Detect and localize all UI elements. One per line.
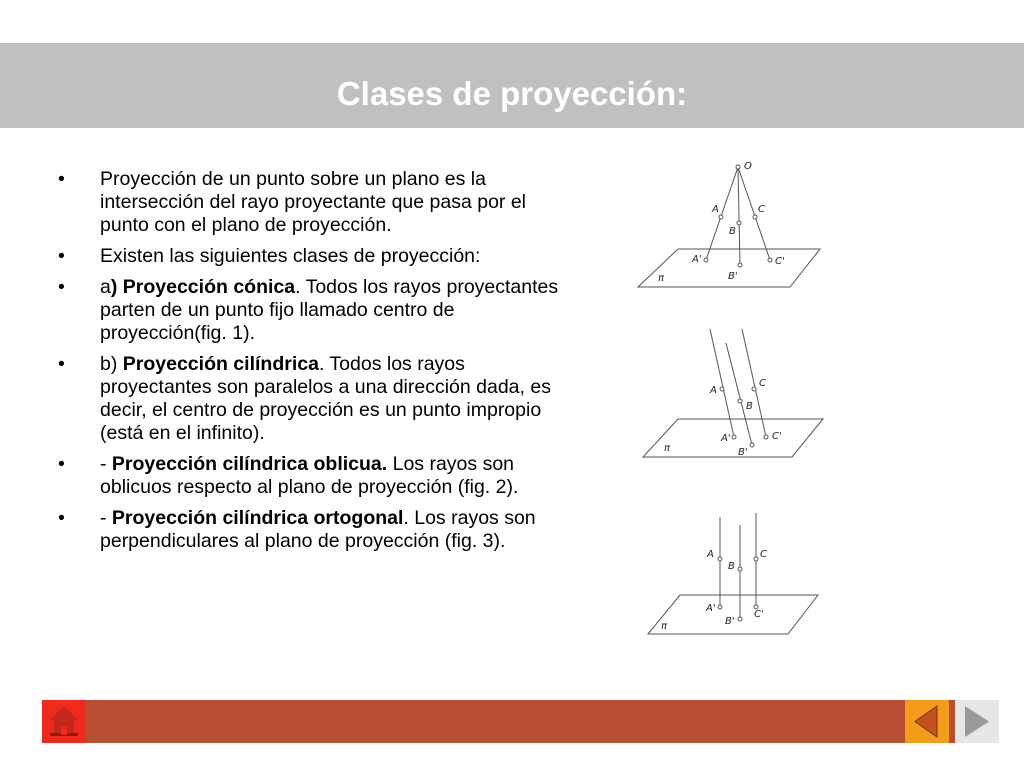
fig1-point-o — [736, 165, 740, 169]
fig2-label-plane: π — [664, 443, 671, 454]
fig3-label-b: B — [728, 561, 735, 572]
bullet-marker: • — [58, 453, 65, 475]
previous-slide-button[interactable] — [905, 700, 949, 743]
projection-figures — [630, 145, 840, 645]
fig1-conic-projection — [638, 161, 820, 287]
fig3-point-a — [718, 557, 722, 561]
bullet-text — [100, 353, 578, 445]
footer-bar — [42, 700, 999, 743]
fig3-label-c: C — [760, 549, 767, 560]
bullet-item — [58, 245, 578, 268]
fig3-label-a: A — [707, 549, 714, 560]
fig2-ray-a — [710, 329, 734, 437]
fig1-ray-b — [738, 167, 740, 265]
fig2-point-c — [752, 387, 756, 391]
bullet-item — [58, 276, 578, 345]
fig1-label-o: O — [744, 161, 752, 172]
fig2-label-c: C — [759, 378, 766, 389]
bullet-text-run: b) — [100, 353, 123, 375]
fig3-label-b2: B' — [725, 616, 735, 627]
fig2-point-c2 — [764, 435, 768, 439]
figures-svg — [630, 145, 840, 645]
fig3-label-c2: C' — [754, 609, 764, 620]
bullet-marker: • — [58, 245, 65, 267]
bullet-text-run: Los rayos son oblicuos respecto al plano de proyección (fig. 2). — [100, 453, 519, 498]
fig2-oblique-projection — [643, 329, 823, 458]
bullet-item — [58, 453, 578, 499]
fig1-label-a2: A' — [692, 254, 702, 265]
bullet-text-run: - — [100, 507, 112, 529]
fig3-point-a2 — [718, 605, 722, 609]
bullet-item — [58, 507, 578, 553]
bullet-marker: • — [58, 353, 65, 375]
bullet-text-run: . Los rayos son perpendiculares al plano de proyección (fig. 3). — [100, 507, 536, 552]
fig2-point-a — [720, 387, 724, 391]
bullet-item — [58, 168, 578, 237]
fig1-point-a — [719, 215, 723, 219]
fig1-label-b2: B' — [728, 271, 738, 282]
fig1-point-c2 — [768, 258, 772, 262]
fig2-label-a: A — [710, 385, 717, 396]
fig1-point-b — [737, 221, 741, 225]
fig3-point-b — [738, 567, 742, 571]
bullet-text-run: . Todos los rayos proyectantes son paralelos a una dirección dada, es decir, el centro de proyección es un punto impropio (está en el infinito). — [100, 353, 551, 444]
fig1-ray-a — [706, 167, 738, 260]
fig2-point-b — [738, 399, 742, 403]
fig1-label-c2: C' — [775, 256, 785, 267]
bullet-text-run: Proyección de un punto sobre un plano es la intersección del rayo proyectante que pasa por el punto con el plano de proyección. — [100, 168, 527, 236]
bullet-marker: • — [58, 168, 65, 190]
bullet-list — [58, 168, 578, 561]
fig1-ray-c — [738, 167, 770, 260]
triangle-left-icon — [905, 700, 949, 743]
triangle-right-icon — [955, 700, 999, 743]
home-button[interactable] — [42, 700, 86, 743]
fig3-orthogonal-projection — [648, 513, 818, 634]
bullet-text-bold: Proyección cilíndrica oblicua. — [111, 453, 388, 475]
bullet-text — [100, 245, 578, 268]
bullet-item — [58, 353, 578, 445]
bullet-text-bold: ) Proyección cónica — [110, 276, 296, 298]
fig3-point-c — [754, 557, 758, 561]
bullet-text-run: Existen las siguientes clases de proyección: — [100, 245, 481, 267]
fig2-label-a2: A' — [721, 433, 731, 444]
fig2-label-b2: B' — [738, 447, 748, 458]
fig1-point-c — [753, 215, 757, 219]
fig1-label-plane: π — [658, 273, 665, 284]
slide-title: Clases de proyección: — [336, 75, 688, 112]
bullet-text-run: . Todos los rayos proyectantes parten de un punto fijo llamado centro de proyección(fig. 1). — [100, 276, 559, 344]
bullet-text — [100, 168, 578, 237]
fig1-label-a: A — [712, 204, 719, 215]
fig1-point-a2 — [704, 258, 708, 262]
bullet-text — [100, 276, 578, 345]
fig1-label-b: B — [729, 226, 736, 237]
fig1-label-c: C — [758, 204, 765, 215]
fig2-label-c2: C' — [772, 431, 782, 442]
bullet-text — [100, 507, 578, 553]
fig3-label-plane: π — [661, 621, 668, 632]
next-slide-button[interactable] — [955, 700, 999, 743]
fig1-point-b2 — [738, 263, 742, 267]
fig3-point-b2 — [738, 617, 742, 621]
bullet-text-run: - — [100, 453, 112, 475]
home-icon — [42, 700, 86, 743]
fig3-plane — [648, 595, 818, 634]
bullet-text-run: a — [100, 276, 111, 298]
bullet-text-bold: Proyección cilíndrica ortogonal — [111, 507, 404, 529]
bullet-marker: • — [58, 507, 65, 529]
bullet-marker: • — [58, 276, 65, 298]
bullet-text-bold: Proyección cilíndrica — [122, 353, 319, 375]
fig3-label-a2: A' — [706, 603, 716, 614]
bullet-text — [100, 453, 578, 499]
fig2-point-a2 — [732, 435, 736, 439]
fig2-label-b: B — [746, 401, 753, 412]
fig2-point-b2 — [750, 443, 754, 447]
